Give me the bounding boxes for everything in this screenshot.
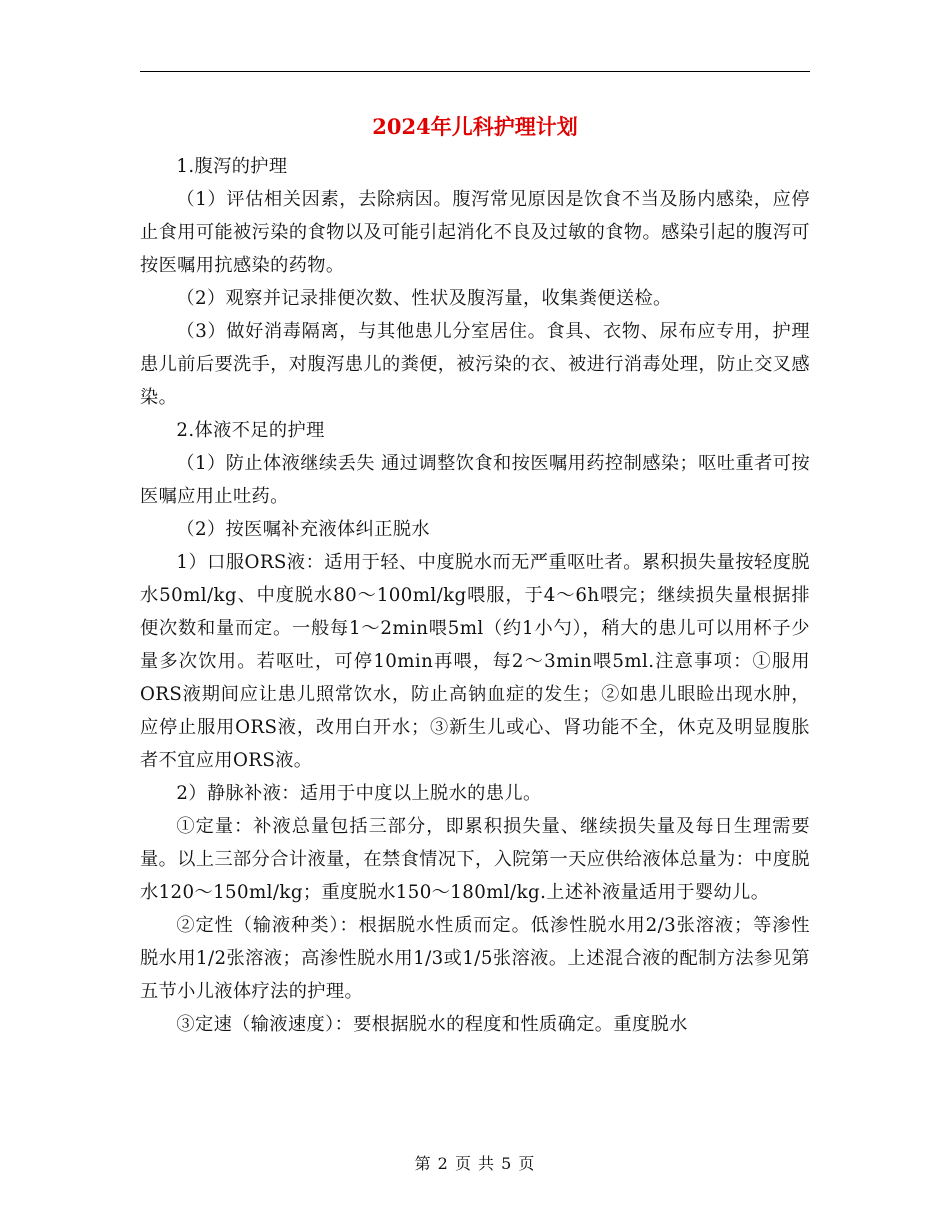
paragraph: ③定速（输液速度）：要根据脱水的程度和性质确定。重度脱水 <box>176 1014 688 1035</box>
paragraph: ①定量：补液总量包括三部分，即累积损失量、继续损失量及每日生理需要量。以上三部分合计液量，在禁食情况下，入院第一天应供给液体总量为：中度脱水120～150ml/kg；重度脱水150～180ml/kg.上述补液量适用于婴幼儿。 <box>140 816 810 903</box>
paragraph: 1.腹泻的护理 <box>176 156 288 177</box>
paragraph: （3）做好消毒隔离，与其他患儿分室居住。食具、衣物、尿布应专用，护理患儿前后要洗手，对腹泻患儿的粪便，被污染的衣、被进行消毒处理，防止交叉感染。 <box>140 321 810 408</box>
paragraph: （1）评估相关因素，去除病因。腹泻常见原因是饮食不当及肠内感染，应停止食用可能被污染的食物以及可能引起消化不良及过敏的食物。感染引起的腹泻可按医嘱用抗感染的药物。 <box>140 189 810 276</box>
paragraph: ②定性（输液种类）：根据脱水性质而定。低渗性脱水用2/3张溶液；等渗性脱水用1/2张溶液；高渗性脱水用1/3或1/5张溶液。上述混合液的配制方法参见第五节小儿液体疗法的护理。 <box>140 915 810 1002</box>
header-rule <box>140 71 810 72</box>
paragraph: 2.体液不足的护理 <box>176 420 325 441</box>
page-indicator: 第 2 页 共 5 页 <box>414 1154 536 1173</box>
paragraph: （2）观察并记录排便次数、性状及腹泻量，收集粪便送检。 <box>176 288 672 309</box>
paragraph: 1）口服ORS液：适用于轻、中度脱水而无严重呕吐者。累积损失量按轻度脱水50ml/kg、中度脱水80～100ml/kg喂服，于4～6h喂完；继续损失量根据排便次数和量而定。一般每1～2min喂5ml（约1小勺），稍大的患儿可以用杯子少量多次饮用。若呕吐，可停10min再喂，每2～3min喂5ml.注意事项：①服用ORS液期间应让患儿照常饮水，防止高钠血症的发生；②如患儿眼睑出现水肿，应停止服用ORS液，改用白开水；③新生儿或心、肾功能不全，休克及明显腹胀者不宜应用ORS液。 <box>140 552 810 771</box>
paragraph: （2）按医嘱补充液体纠正脱水 <box>176 519 430 540</box>
document-body <box>140 150 810 1041</box>
paragraph: 2）静脉补液：适用于中度以上脱水的患儿。 <box>176 783 542 804</box>
paragraph: （1）防止体液继续丢失 通过调整饮食和按医嘱用药控制感染；呕吐重者可按医嘱应用止吐药。 <box>140 453 810 507</box>
document-title: 2024年儿科护理计划 <box>372 114 578 139</box>
